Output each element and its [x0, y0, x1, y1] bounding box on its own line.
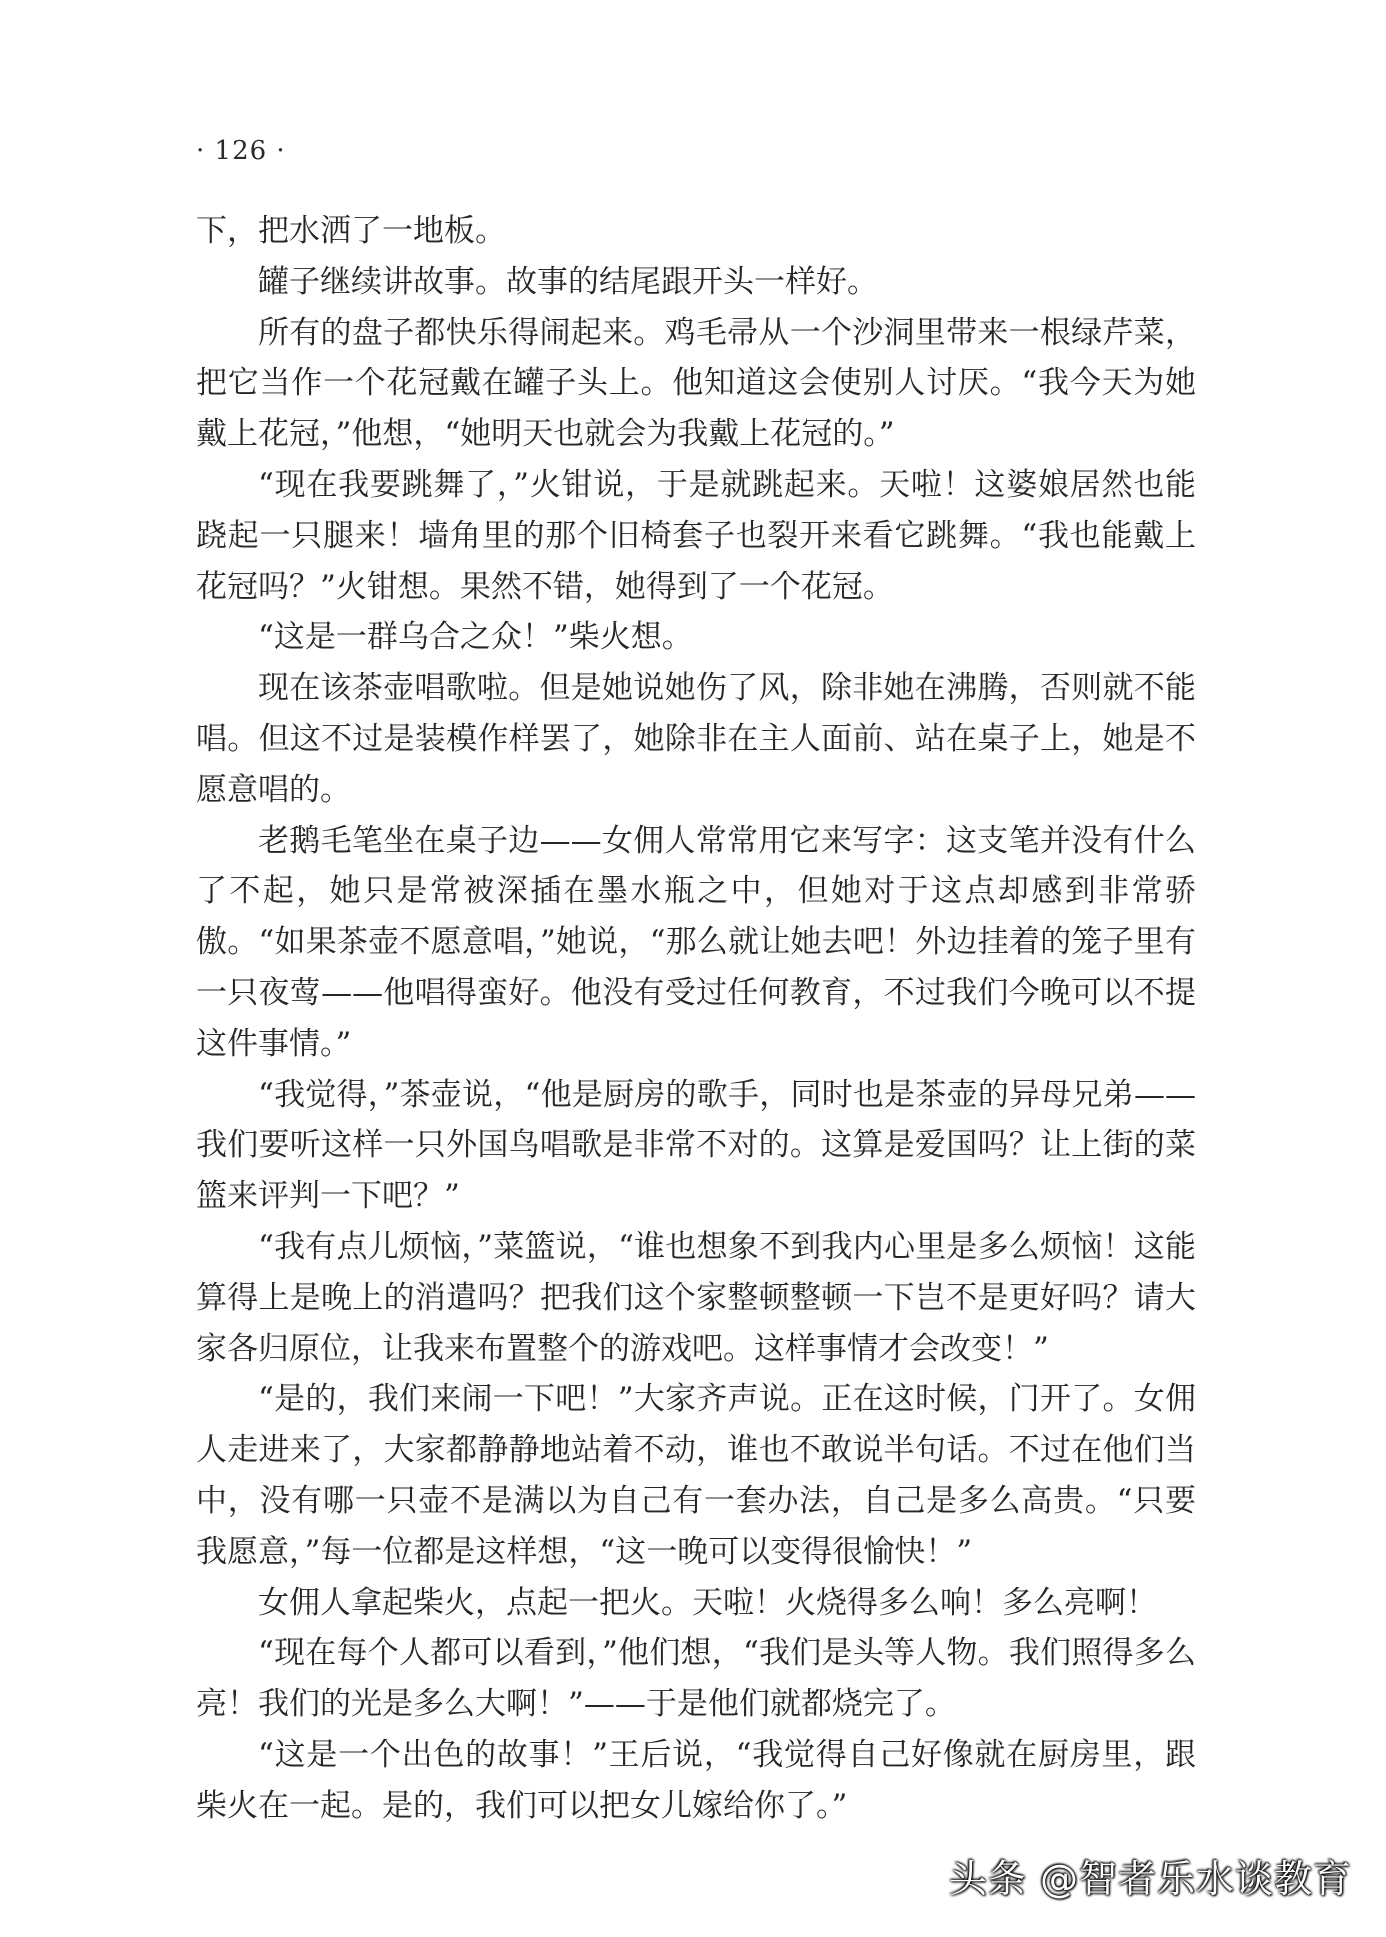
paragraph: “是的，我们来闹一下吧！”大家齐声说。正在这时候，门开了。女佣人走进来了，大家都静静地站着不动，谁也不敢说半句话。不过在他们当中，没有哪一只壶不是满以为自己有一套办法，自己是多么高贵。“只要我愿意，”每一位都是这样想，“这一晚可以变得很愉快！” [196, 1381, 1196, 1570]
paragraph: “我有点儿烦恼，”菜篮说，“谁也想象不到我内心里是多么烦恼！这能算得上是晚上的消遣吗？把我们这个家整顿整顿一下岂不是更好吗？请大家各归原位，让我来布置整个的游戏吧。这样事情才会改变！” [196, 1228, 1196, 1367]
paragraph: “现在我要跳舞了，”火钳说，于是就跳起来。天啦！这婆娘居然也能跷起一只腿来！墙角里的那个旧椅套子也裂开来看它跳舞。“我也能戴上花冠吗？”火钳想。果然不错，她得到了一个花冠。 [196, 466, 1196, 605]
paragraph: 现在该茶壶唱歌啦。但是她说她伤了风，除非她在沸腾，否则就不能唱。但这不过是装模作样罢了，她除非在主人面前、站在桌子上，她是不愿意唱的。 [196, 670, 1196, 808]
body-text [196, 206, 1196, 1832]
paragraph: 老鹅毛笔坐在桌子边——女佣人常常用它来写字：这支笔并没有什么了不起，她只是常被深插在墨水瓶之中，但她对于这点却感到非常骄傲。“如果茶壶不愿意唱，”她说，“那么就让她去吧！外边挂着的笼子里有一只夜莺——他唱得蛮好。他没有受过任何教育，不过我们今晚可以不提这件事情。” [196, 822, 1196, 1062]
paragraph: 罐子继续讲故事。故事的结尾跟开头一样好。 [258, 263, 878, 300]
paragraph: 女佣人拿起柴火，点起一把火。天啦！火烧得多么响！多么亮啊！ [258, 1584, 1157, 1621]
paragraph: “现在每个人都可以看到，”他们想，“我们是头等人物。我们照得多么亮！我们的光是多么大啊！”——于是他们就都烧完了。 [196, 1635, 1196, 1723]
page-number: · 126 · [196, 136, 286, 166]
paragraph: 所有的盘子都快乐得闹起来。鸡毛帚从一个沙洞里带来一根绿芹菜，把它当作一个花冠戴在罐子头上。他知道这会使别人讨厌。“我今天为她戴上花冠，”他想，“她明天也就会为我戴上花冠的。” [196, 314, 1196, 453]
watermark: 头条 @智者乐水谈教育 [948, 1857, 1352, 1901]
paragraph: “这是一群乌合之众！”柴火想。 [258, 619, 693, 656]
paragraph: “我觉得，”茶壶说，“他是厨房的歌手，同时也是茶壶的异母兄弟——我们要听这样一只外国鸟唱歌是非常不对的。这算是爱国吗？让上街的菜篮来评判一下吧？” [196, 1076, 1196, 1215]
paragraph: 下，把水洒了一地板。 [196, 213, 506, 249]
paragraph: “这是一个出色的故事！”王后说，“我觉得自己好像就在厨房里，跟柴火在一起。是的，我们可以把女儿嫁给你了。” [196, 1736, 1196, 1824]
